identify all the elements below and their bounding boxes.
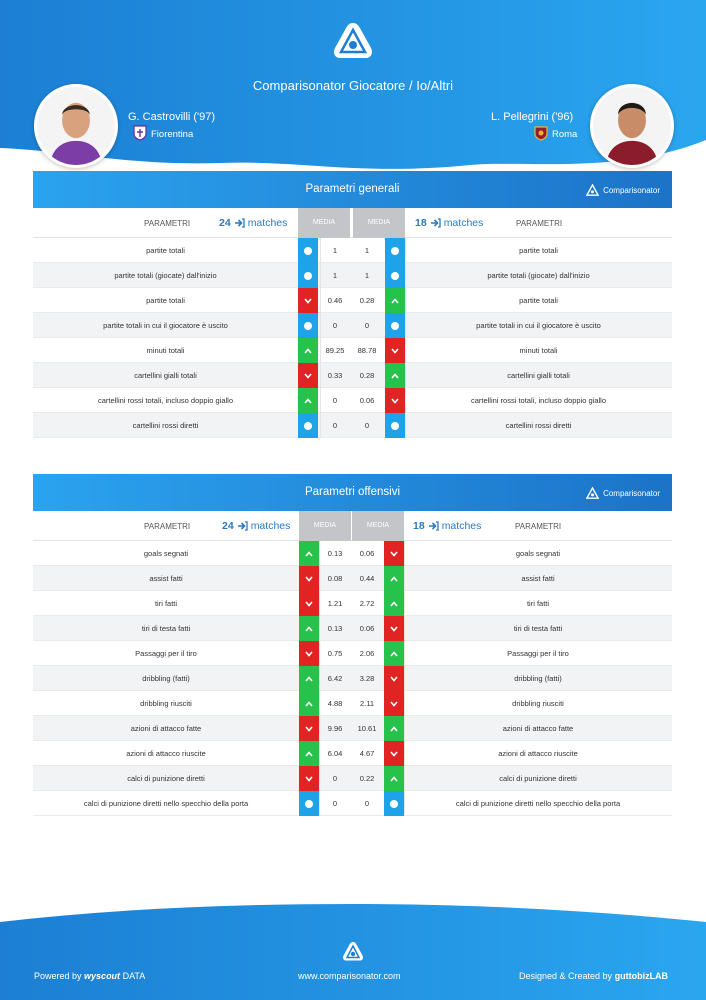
dot-icon [385,263,405,288]
chevron-down-icon [299,641,319,666]
dot-icon [298,238,318,263]
chevron-down-icon [384,541,404,566]
left-matches: 24 matches [222,520,291,532]
dot-icon [298,413,318,438]
roma-crest-icon [534,125,548,141]
param-label-right: partite totali [519,246,558,255]
dot-icon [385,238,405,263]
table-row [33,388,672,413]
chevron-up-icon [384,566,404,591]
param-label-left: cartellini gialli totali [134,371,197,380]
param-label-right: tiri fatti [526,599,550,608]
chevron-up-icon [299,691,319,716]
section-header [33,474,672,511]
chevron-up-icon [385,288,405,313]
right-matches: 18 matches [413,520,482,532]
section-title: Parametri offensivi [304,486,401,498]
value-right: 1 [364,271,370,280]
param-label-right: azioni di attacco fatte [502,724,574,733]
value-left: 0.33 [327,371,343,380]
guttobizlab-logo: guttobizLAB [614,971,669,981]
media-header-right: MEDIA [352,511,404,541]
footer-powered-by: Powered by wyscout DATA [34,971,146,981]
comparisonator-small-icon [586,487,599,500]
media-header-left: MEDIA [299,511,351,541]
param-label-left: PARAMETRI [144,219,191,228]
chevron-down-icon [299,591,319,616]
value-right: 0 [364,321,370,330]
param-label-left: calci di punizione diretti [127,774,205,783]
value-left: 0 [332,396,338,405]
param-label-left: assist fatti [149,574,183,583]
value-left: 0.08 [327,574,343,583]
param-label-right: partite totali in cui il giocatore è uscito [476,321,601,330]
player-right-club: Roma [552,129,578,140]
param-label-right: dribbling (fatti) [514,674,562,683]
table-row [33,616,672,641]
param-label-left: partite totali [146,246,185,255]
table-row [33,641,672,666]
footer-designed-by: Designed & Created by guttobizLAB [519,971,669,981]
value-left: 4.88 [327,699,343,708]
value-left: 6.42 [327,674,343,683]
value-left: 0 [332,321,338,330]
param-label-right: dribbling riusciti [512,699,564,708]
value-left: 0 [332,774,338,783]
value-left: 1 [332,246,338,255]
chevron-down-icon [299,716,319,741]
section-brand: Comparisonator [586,184,660,197]
column-header [33,208,672,238]
param-label-left: cartellini rossi totali, incluso doppio giallo [97,396,234,405]
param-label-left: dribbling (fatti) [142,674,190,683]
table-row [33,716,672,741]
value-left: 0 [332,421,338,430]
player-right-name: L. Pellegrini ('96) [491,111,574,123]
media-header-left: MEDIA [298,208,350,238]
dot-icon [298,263,318,288]
value-right: 0.22 [359,774,375,783]
chevron-down-icon [384,666,404,691]
param-label-left: partite totali (giocate) dall'inizio [114,271,217,280]
param-label-right: cartellini rossi diretti [505,421,572,430]
player-right-avatar [590,84,674,168]
table-row [33,288,672,313]
table-row [33,338,672,363]
value-right: 0.06 [359,624,375,633]
chevron-down-icon [298,288,318,313]
param-label-left: partite totali in cui il giocatore è uscito [103,321,228,330]
value-right: 10.61 [357,724,377,733]
table-row [33,413,672,438]
dot-icon [385,413,405,438]
chevron-down-icon [384,741,404,766]
value-left: 0.13 [327,624,343,633]
param-label-left: cartellini rossi diretti [132,421,199,430]
wyscout-logo: wyscout [84,971,121,981]
param-label-right: calci di punizione diretti [499,774,577,783]
param-label-left: azioni di attacco riuscite [126,749,206,758]
chevron-down-icon [385,388,405,413]
comparisonator-logo [331,20,375,64]
value-right: 0.44 [359,574,375,583]
dot-icon [299,791,319,816]
section-title: Parametri generali [305,183,400,195]
value-right: 0.28 [359,296,375,305]
value-right: 0 [364,421,370,430]
value-right: 0 [364,799,370,808]
param-label-right: Passaggi per il tiro [507,649,569,658]
table-row [33,238,672,263]
param-label-left: dribbling riusciti [140,699,192,708]
value-left: 0.13 [327,549,343,558]
table-row [33,741,672,766]
param-label-right: PARAMETRI [515,522,562,531]
chevron-up-icon [299,666,319,691]
param-label-left: minuti totali [146,346,185,355]
param-label-right: assist fatti [521,574,555,583]
value-right: 2.72 [359,599,375,608]
table-row [33,363,672,388]
param-label-left: calci di punizione diretti nello specchio della porta [83,799,249,808]
chevron-up-icon [384,766,404,791]
value-right: 4.67 [359,749,375,758]
comparisonator-small-icon [586,184,599,197]
value-right: 88.78 [357,346,377,355]
value-left: 89.25 [325,346,345,355]
param-label-right: azioni di attacco riuscite [498,749,578,758]
param-label-left: azioni di attacco fatte [130,724,202,733]
chevron-down-icon [385,338,405,363]
dot-icon [384,791,404,816]
param-label-left: Passaggi per il tiro [135,649,197,658]
value-right: 2.11 [359,699,375,708]
value-left: 0 [332,799,338,808]
table-row [33,691,672,716]
table-row [33,566,672,591]
right-matches: 18 matches [415,217,484,229]
value-left: 0.46 [327,296,343,305]
value-right: 3.28 [359,674,375,683]
value-right: 1 [364,246,370,255]
value-left: 1.21 [327,599,343,608]
section-parametri-generali [33,171,672,438]
param-label-left: partite totali [146,296,185,305]
chevron-down-icon [298,363,318,388]
footer-logo [341,940,365,964]
player-left-avatar [34,84,118,168]
param-label-right: minuti totali [519,346,558,355]
table-row [33,541,672,566]
chevron-up-icon [298,338,318,363]
chevron-down-icon [384,691,404,716]
value-right: 0.06 [359,549,375,558]
player-left-club: Fiorentina [151,129,194,140]
value-left: 1 [332,271,338,280]
player-left-name: G. Castrovilli ('97) [128,111,216,123]
value-left: 6.04 [327,749,343,758]
rows-container [33,238,672,438]
table-row [33,666,672,691]
table-row [33,263,672,288]
param-label-left: tiri di testa fatti [141,624,191,633]
param-label-right: partite totali [519,296,558,305]
media-header-right: MEDIA [353,208,405,238]
table-row [33,766,672,791]
chevron-down-icon [299,766,319,791]
value-left: 9.96 [327,724,343,733]
param-label-right: partite totali (giocate) dall'inizio [487,271,590,280]
sign-in-arrow-icon [234,218,245,228]
chevron-up-icon [385,363,405,388]
dot-icon [298,313,318,338]
param-label-left: goals segnati [143,549,189,558]
fiorentina-crest-icon [133,125,147,141]
sign-in-arrow-icon [428,521,439,531]
sign-in-arrow-icon [237,521,248,531]
rows-container [33,541,672,816]
chevron-down-icon [384,616,404,641]
param-label-right: PARAMETRI [516,219,563,228]
table-row [33,591,672,616]
chevron-up-icon [384,591,404,616]
param-label-right: goals segnati [515,549,561,558]
chevron-down-icon [299,566,319,591]
left-matches: 24 matches [219,217,288,229]
page-title: Comparisonator Giocatore / Io/Altri [252,78,454,93]
value-left: 0.75 [327,649,343,658]
chevron-up-icon [299,741,319,766]
section-header [33,171,672,208]
param-label-left: tiri fatti [154,599,178,608]
chevron-up-icon [384,641,404,666]
section-parametri-offensivi [33,474,672,816]
table-row [33,313,672,338]
param-label-right: tiri di testa fatti [513,624,563,633]
chevron-up-icon [299,616,319,641]
column-header [33,511,672,541]
param-label-left: PARAMETRI [144,522,191,531]
chevron-up-icon [298,388,318,413]
chevron-up-icon [299,541,319,566]
chevron-up-icon [384,716,404,741]
dot-icon [385,313,405,338]
table-row [33,791,672,816]
value-right: 0.28 [359,371,375,380]
sign-in-arrow-icon [430,218,441,228]
param-label-right: cartellini rossi totali, incluso doppio giallo [470,396,607,405]
param-label-right: calci di punizione diretti nello specchio della porta [455,799,621,808]
param-label-right: cartellini gialli totali [507,371,570,380]
section-brand: Comparisonator [586,487,660,500]
value-right: 2.06 [359,649,375,658]
footer-website-link[interactable]: www.comparisonator.com [298,971,401,981]
value-right: 0.06 [359,396,375,405]
